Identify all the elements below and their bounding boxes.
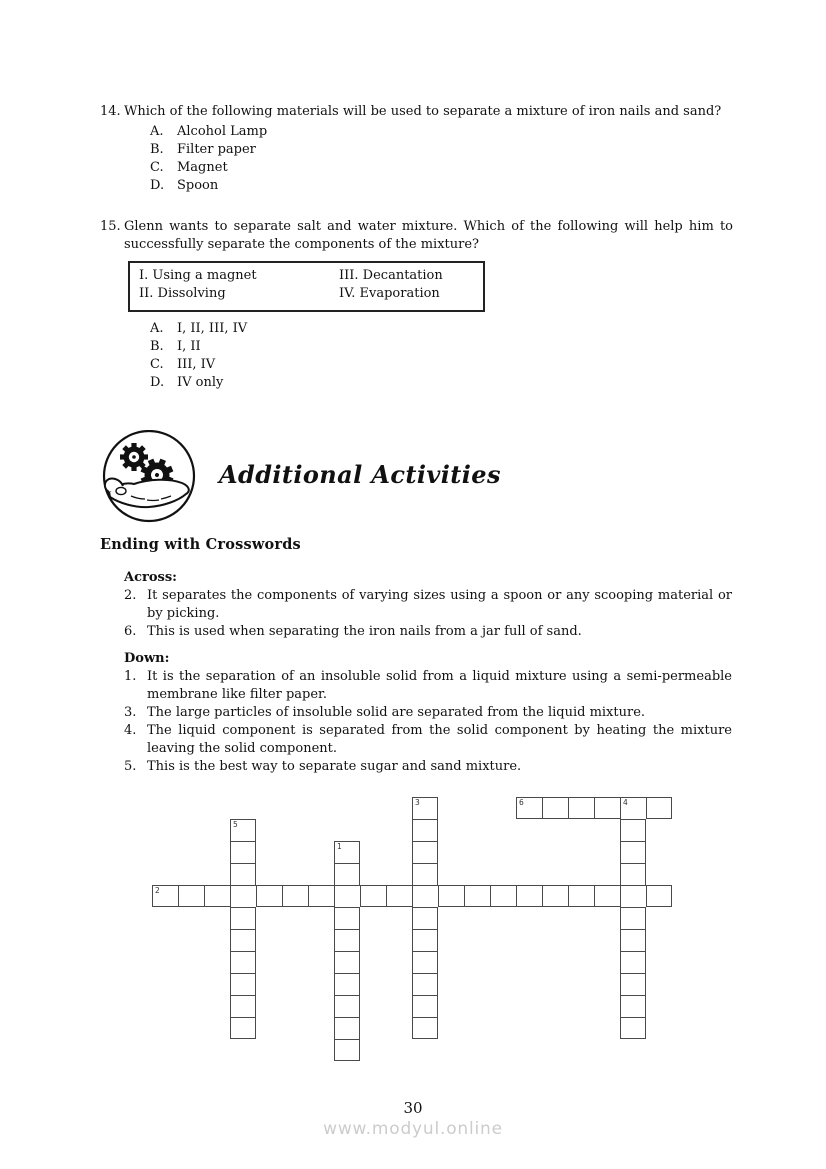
option-c <box>150 159 733 177</box>
crossword-cell[interactable] <box>542 797 568 819</box>
question-15 <box>100 218 733 254</box>
crossword-cell[interactable] <box>334 885 360 907</box>
option-label: Magnet <box>177 160 228 175</box>
box-left-column <box>139 267 339 303</box>
crossword-cell[interactable] <box>490 885 516 907</box>
crossword-cell[interactable] <box>516 885 542 907</box>
crossword-cell[interactable] <box>568 885 594 907</box>
question-text: Glenn wants to separate salt and water mixture. Which of the following will help him to successfully separate the components of the mixture? <box>124 219 733 252</box>
crossword-cell[interactable] <box>230 951 256 973</box>
crossword-cell[interactable] <box>620 929 646 951</box>
box-item: I. Using a magnet <box>139 268 257 283</box>
crossword-cell[interactable] <box>620 797 646 819</box>
crossword-cell[interactable] <box>412 819 438 841</box>
option-a <box>150 123 733 141</box>
roman-numeral-box <box>128 261 485 312</box>
section-title: Additional Activities <box>219 460 501 489</box>
crossword-cell[interactable] <box>646 797 672 819</box>
crossword-cell[interactable] <box>620 863 646 885</box>
down-clue-4 <box>124 722 732 758</box>
crossword-cell[interactable] <box>334 1039 360 1061</box>
crossword-cell[interactable] <box>334 863 360 885</box>
option-b <box>150 338 247 356</box>
crossword-cell[interactable] <box>412 863 438 885</box>
crossword-cell[interactable] <box>334 907 360 929</box>
down-clue-1 <box>124 668 732 704</box>
option-label: III, IV <box>177 357 216 372</box>
option-d <box>150 374 247 392</box>
option-letter: B. <box>150 339 164 354</box>
option-letter: A. <box>150 124 164 139</box>
watermark: www.modyul.online <box>323 1119 503 1139</box>
crossword-cell[interactable] <box>464 885 490 907</box>
option-a <box>150 320 247 338</box>
crossword-cell[interactable] <box>204 885 230 907</box>
crossword-cell[interactable] <box>360 885 386 907</box>
clue-text: This is used when separating the iron nails from a jar full of sand. <box>147 624 582 639</box>
option-c <box>150 356 247 374</box>
clue-number: 3. <box>124 705 137 720</box>
crossword-cell[interactable] <box>412 995 438 1017</box>
clue-text: The liquid component is separated from the solid component by heating the mixture leaving the solid component. <box>147 723 732 756</box>
crossword-cell-number: 3 <box>415 798 420 807</box>
crossword-cell[interactable] <box>334 995 360 1017</box>
crossword-cell[interactable] <box>230 1017 256 1039</box>
across-clue-6 <box>124 623 732 641</box>
question-15-options <box>150 320 247 392</box>
crossword-cell[interactable] <box>230 885 256 907</box>
crossword-clues <box>124 569 732 776</box>
option-d <box>150 177 733 195</box>
clue-text: The large particles of insoluble solid are separated from the liquid mixture. <box>147 705 646 720</box>
clue-number: 6. <box>124 624 137 639</box>
crossword-cell[interactable] <box>412 885 438 907</box>
option-label: I, II, III, IV <box>177 321 248 336</box>
option-label: I, II <box>177 339 201 354</box>
box-right-column <box>339 267 443 303</box>
crossword-cell[interactable] <box>568 797 594 819</box>
crossword-cell-number: 5 <box>233 820 238 829</box>
question-14 <box>100 103 733 195</box>
crossword-cell[interactable] <box>646 885 672 907</box>
option-label: Spoon <box>177 178 219 193</box>
option-letter: D. <box>150 375 165 390</box>
crossword-cell-number: 2 <box>155 886 160 895</box>
clue-number: 1. <box>124 669 137 684</box>
down-clue-5 <box>124 758 732 776</box>
question-text: Which of the following materials will be used to separate a mixture of iron nails and sand? <box>124 104 722 119</box>
crossword-cell[interactable] <box>230 863 256 885</box>
crossword-grid <box>152 797 673 1062</box>
crossword-cell[interactable] <box>386 885 412 907</box>
option-letter: C. <box>150 160 164 175</box>
crossword-cell[interactable] <box>334 973 360 995</box>
question-number: 15. <box>100 219 121 234</box>
crossword-cell[interactable] <box>230 929 256 951</box>
option-b <box>150 141 733 159</box>
down-label: Down: <box>124 651 170 666</box>
crossword-cell[interactable] <box>230 819 256 841</box>
crossword-cell[interactable] <box>256 885 282 907</box>
question-14-options <box>150 123 733 195</box>
page-number: 30 <box>403 1099 423 1117</box>
across-clue-2 <box>124 587 732 623</box>
crossword-cell[interactable] <box>620 841 646 863</box>
across-label: Across: <box>124 570 177 585</box>
crossword-cell[interactable] <box>620 951 646 973</box>
box-item: II. Dissolving <box>139 286 226 301</box>
clue-number: 4. <box>124 723 137 738</box>
crossword-cell[interactable] <box>594 797 620 819</box>
crossword-cell[interactable] <box>620 995 646 1017</box>
clue-number: 5. <box>124 759 137 774</box>
crossword-cell[interactable] <box>542 885 568 907</box>
clue-text: It is the separation of an insoluble solid from a liquid mixture using a semi-permeable membrane like filter paper. <box>147 669 732 702</box>
crossword-cell[interactable] <box>334 951 360 973</box>
crossword-cell[interactable] <box>412 929 438 951</box>
crossword-cell[interactable] <box>412 907 438 929</box>
crossword-cell[interactable] <box>620 885 646 907</box>
crossword-cell[interactable] <box>152 885 178 907</box>
clue-text: It separates the components of varying sizes using a spoon or any scooping material or by picking. <box>147 588 732 621</box>
question-number: 14. <box>100 104 121 119</box>
option-letter: C. <box>150 357 164 372</box>
option-label: Alcohol Lamp <box>177 124 268 139</box>
clue-text: This is the best way to separate sugar and sand mixture. <box>147 759 522 774</box>
crossword-cell[interactable] <box>230 995 256 1017</box>
crossword-cell[interactable] <box>516 797 542 819</box>
crossword-cell[interactable] <box>620 819 646 841</box>
option-label: IV only <box>177 375 224 390</box>
crossword-cell[interactable] <box>282 885 308 907</box>
crossword-cell[interactable] <box>620 907 646 929</box>
crossword-cell[interactable] <box>334 929 360 951</box>
down-clue-3 <box>124 704 732 722</box>
crossword-cell-number: 4 <box>623 798 628 807</box>
crossword-cell[interactable] <box>230 907 256 929</box>
crossword-cell[interactable] <box>334 1017 360 1039</box>
crossword-cell[interactable] <box>412 841 438 863</box>
crossword-cell[interactable] <box>412 797 438 819</box>
option-letter: A. <box>150 321 164 336</box>
crossword-cell[interactable] <box>178 885 204 907</box>
crossword-cell[interactable] <box>230 973 256 995</box>
option-letter: B. <box>150 142 164 157</box>
crossword-cell[interactable] <box>334 841 360 863</box>
box-item: III. Decantation <box>339 268 443 283</box>
option-label: Filter paper <box>177 142 256 157</box>
hand-with-gears-icon <box>101 430 197 528</box>
crossword-cell[interactable] <box>438 885 464 907</box>
crossword-cell-number: 1 <box>337 842 342 851</box>
crossword-cell[interactable] <box>412 973 438 995</box>
crossword-cell[interactable] <box>308 885 334 907</box>
crossword-cell[interactable] <box>594 885 620 907</box>
crossword-cell[interactable] <box>620 973 646 995</box>
crossword-cell[interactable] <box>412 951 438 973</box>
crossword-cell[interactable] <box>412 1017 438 1039</box>
clue-number: 2. <box>124 588 137 603</box>
option-letter: D. <box>150 178 165 193</box>
box-item: IV. Evaporation <box>339 286 440 301</box>
activity-heading: Ending with Crosswords <box>100 536 301 553</box>
crossword-cell-number: 6 <box>519 798 524 807</box>
crossword-cell[interactable] <box>620 1017 646 1039</box>
crossword-cell[interactable] <box>230 841 256 863</box>
